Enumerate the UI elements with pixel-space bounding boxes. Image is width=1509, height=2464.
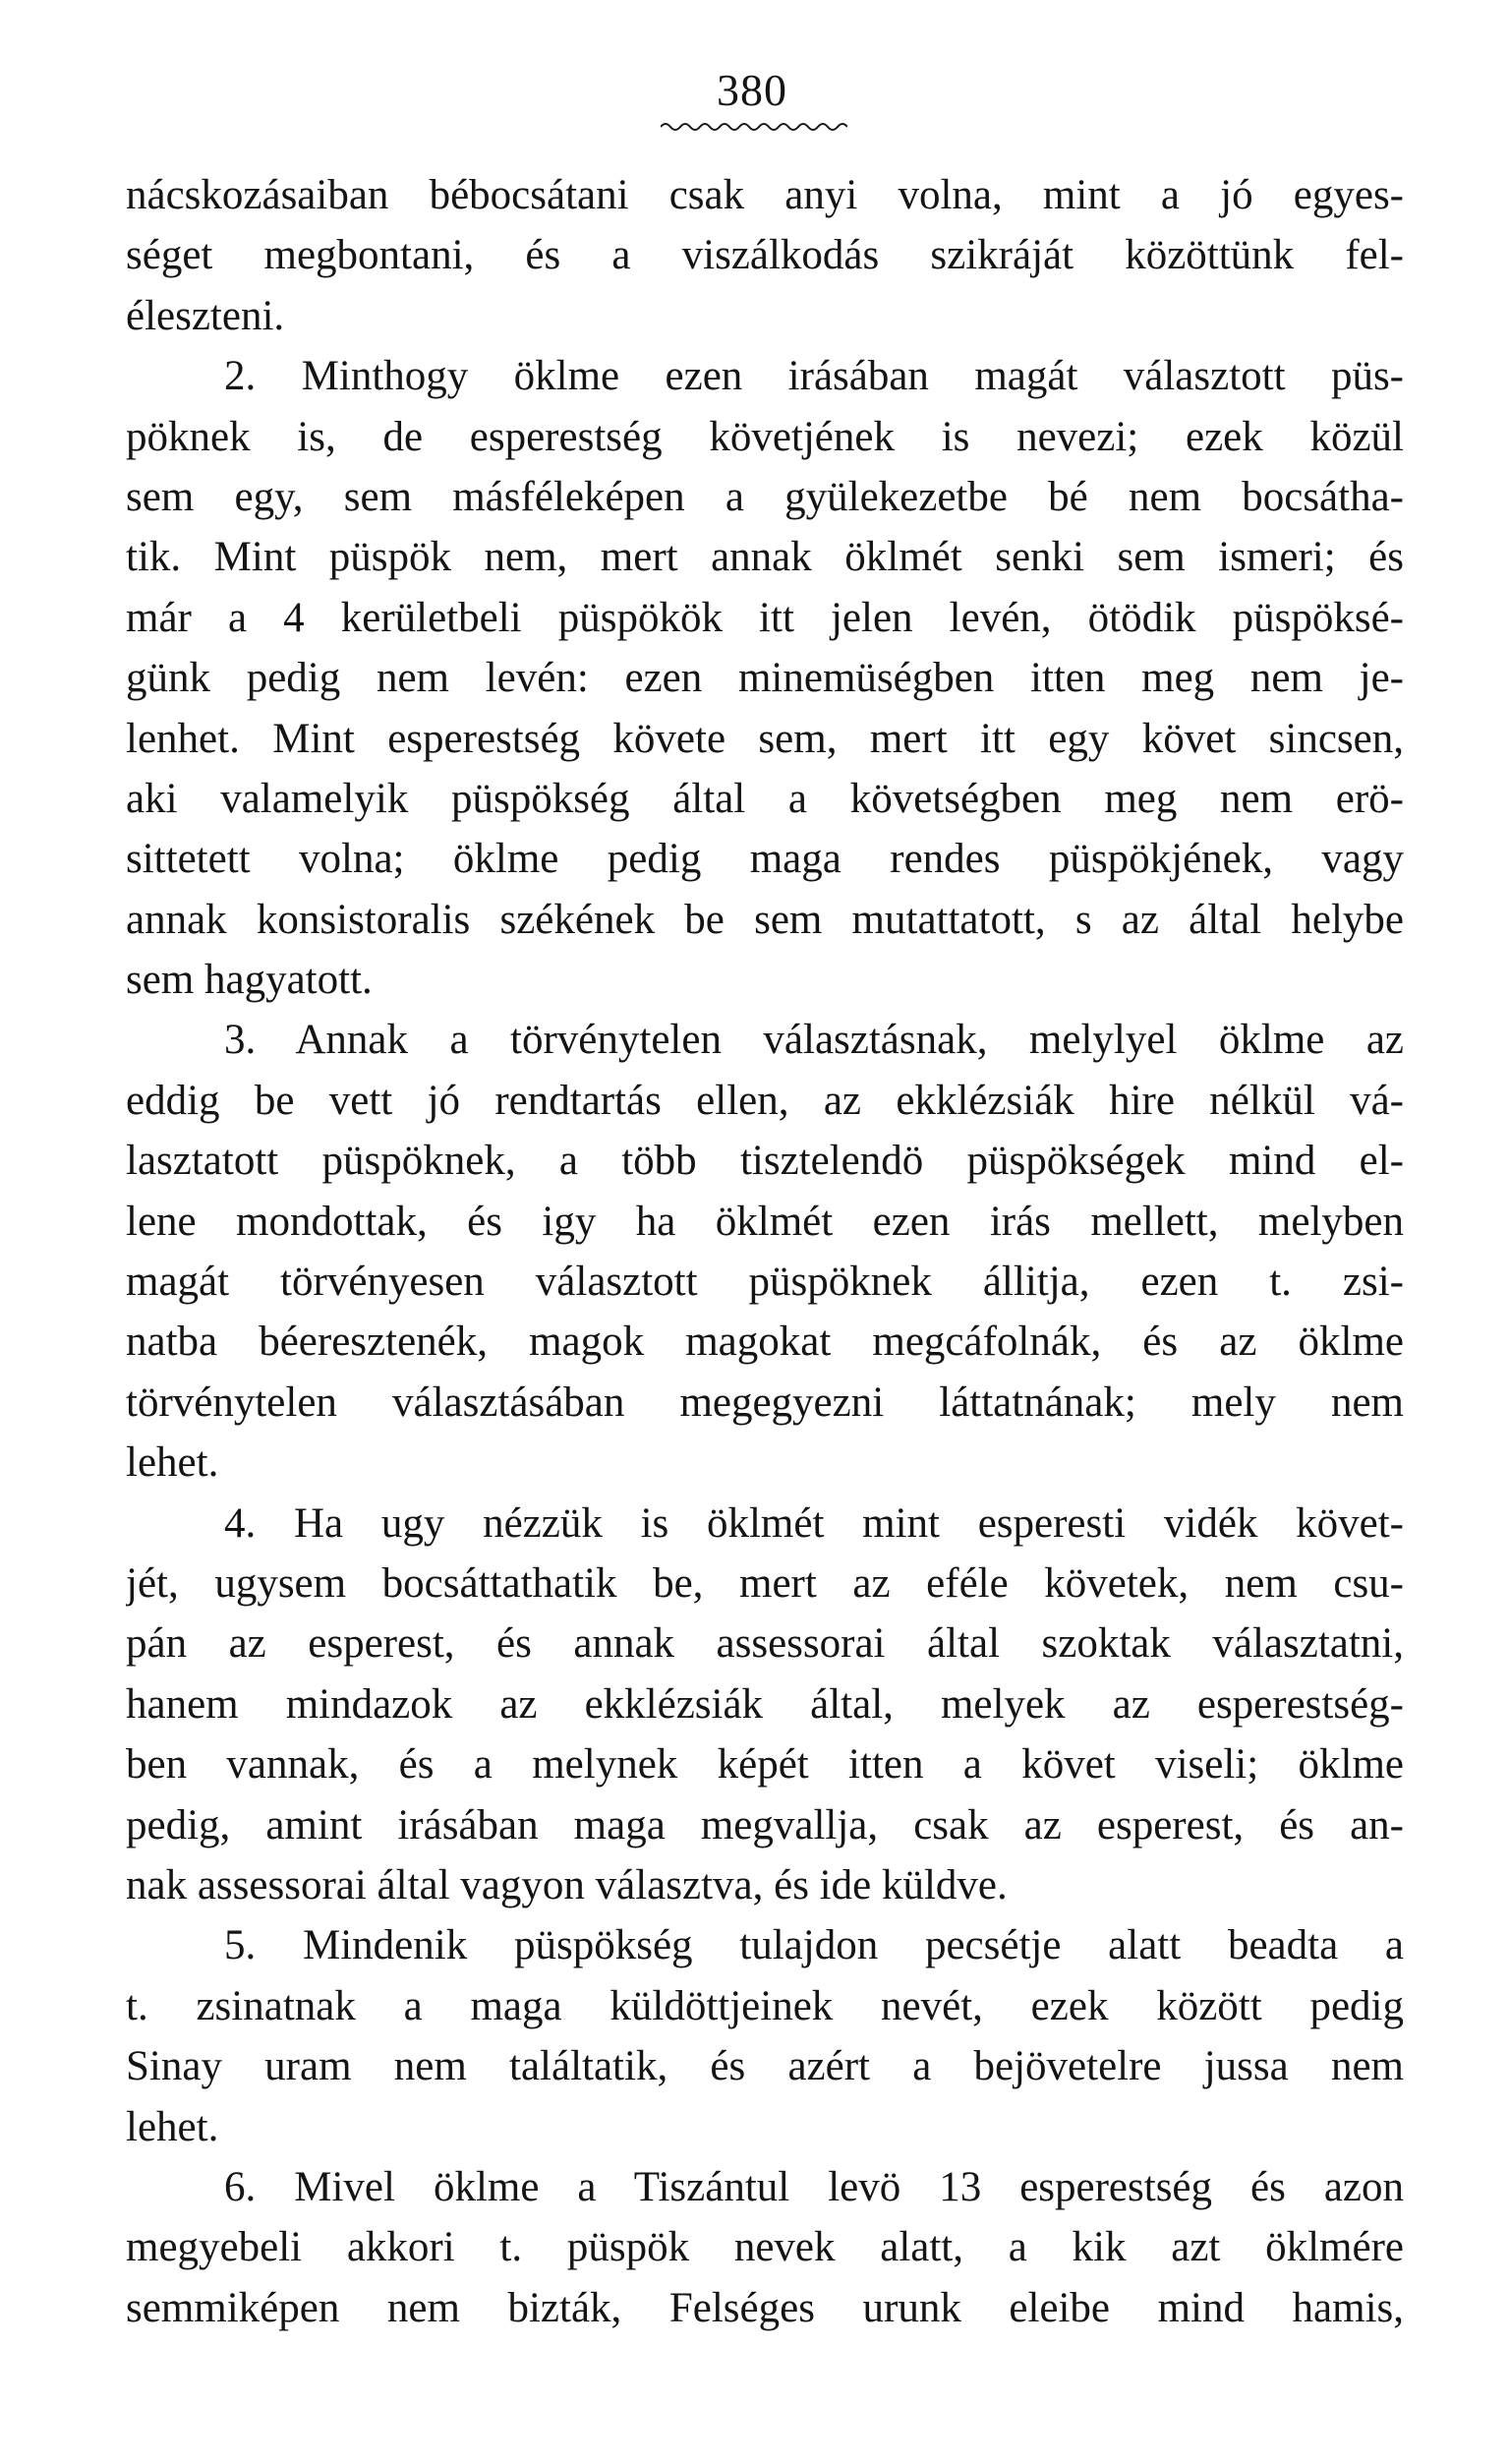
text-line: tik. Mint püspök nem, mert annak öklmét senki sem ismeri; és (126, 534, 1404, 581)
text-line: lene mondottak, és igy ha öklmét ezen irás mellett, melyben (126, 1198, 1404, 1245)
text-line: 5. Mindenik püspökség tulajdon pecsétje alatt beadta a (224, 1922, 1404, 1969)
text-line: már a 4 kerületbeli püspökök itt jelen levén, ötödik püspöksé- (126, 594, 1404, 641)
text-line: semmiképen nem bizták, Felséges urunk eleibe mind hamis, (126, 2284, 1404, 2331)
body-text (126, 165, 1404, 2338)
text-line: magát törvényesen választott püspöknek állitja, ezen t. zsi- (126, 1259, 1404, 1306)
page-number: 380 (717, 65, 787, 115)
text-line: lehet. (126, 1439, 219, 1487)
text-line: aki valamelyik püspökség által a követségben meg nem erö- (126, 775, 1404, 822)
text-line: sem hagyatott. (126, 957, 373, 1004)
wavy-rule-ornament (661, 120, 847, 134)
text-line: pöknek is, de esperestség követjének is nevezi; ezek közül (126, 413, 1404, 460)
text-line: lasztatott püspöknek, a több tisztelendö püspökségek mind el- (126, 1138, 1404, 1185)
text-line: ben vannak, és a melynek képét itten a követ viseli; öklme (126, 1741, 1404, 1789)
text-line: hanem mindazok az ekklézsiák által, melyek az esperestség- (126, 1680, 1404, 1728)
text-line: jét, ugysem bocsáttathatik be, mert az eféle követek, nem csu- (126, 1559, 1404, 1607)
text-line: éleszteni. (126, 292, 285, 339)
text-line: pán az esperest, és annak assessorai által szoktak választatni, (126, 1620, 1404, 1668)
text-line: megyebeli akkori t. püspök nevek alatt, a kik azt öklmére (126, 2224, 1404, 2271)
text-line: 4. Ha ugy nézzük is öklmét mint esperesti vidék követ- (224, 1499, 1404, 1547)
page-header (0, 61, 1509, 149)
text-line: eddig be vett jó rendtartás ellen, az ekklézsiák hire nélkül vá- (126, 1077, 1404, 1124)
text-line: pedig, amint irásában maga megvallja, csak az esperest, és an- (126, 1801, 1404, 1848)
text-line: 2. Minthogy öklme ezen irásában magát választott püs- (224, 353, 1404, 400)
text-line: törvénytelen választásában megegyezni láttatnának; mely nem (126, 1379, 1404, 1426)
text-line: natba béeresztenék, magok magokat megcáfolnák, és az öklme (126, 1319, 1404, 1366)
text-line: séget megbontani, és a viszálkodás szikráját közöttünk fel- (126, 232, 1404, 279)
text-line: nak assessorai által vagyon választva, és ide küldve. (126, 1861, 1008, 1908)
text-line: annak konsistoralis székének be sem mutattatott, s az által helybe (126, 896, 1404, 943)
text-line: Sinay uram nem találtatik, és azért a bejövetelre jussa nem (126, 2043, 1404, 2090)
text-line: sittetett volna; öklme pedig maga rendes püspökjének, vagy (126, 836, 1404, 883)
text-line: lehet. (126, 2103, 219, 2150)
text-line: 3. Annak a törvénytelen választásnak, melylyel öklme az (224, 1017, 1404, 1064)
text-line: günk pedig nem levén: ezen minemüségben itten meg nem je- (126, 655, 1404, 702)
text-line: 6. Mivel öklme a Tiszántul levö 13 esperestség és azon (224, 2163, 1404, 2210)
text-line: nácskozásaiban bébocsátani csak anyi volna, mint a jó egyes- (126, 172, 1404, 218)
text-line: lenhet. Mint esperestség követe sem, mert itt egy követ sincsen, (126, 715, 1404, 762)
text-line: t. zsinatnak a maga küldöttjeinek nevét, ezek között pedig (126, 1982, 1404, 2029)
text-line: sem egy, sem másféleképen a gyülekezetbe bé nem bocsátha- (126, 473, 1404, 520)
